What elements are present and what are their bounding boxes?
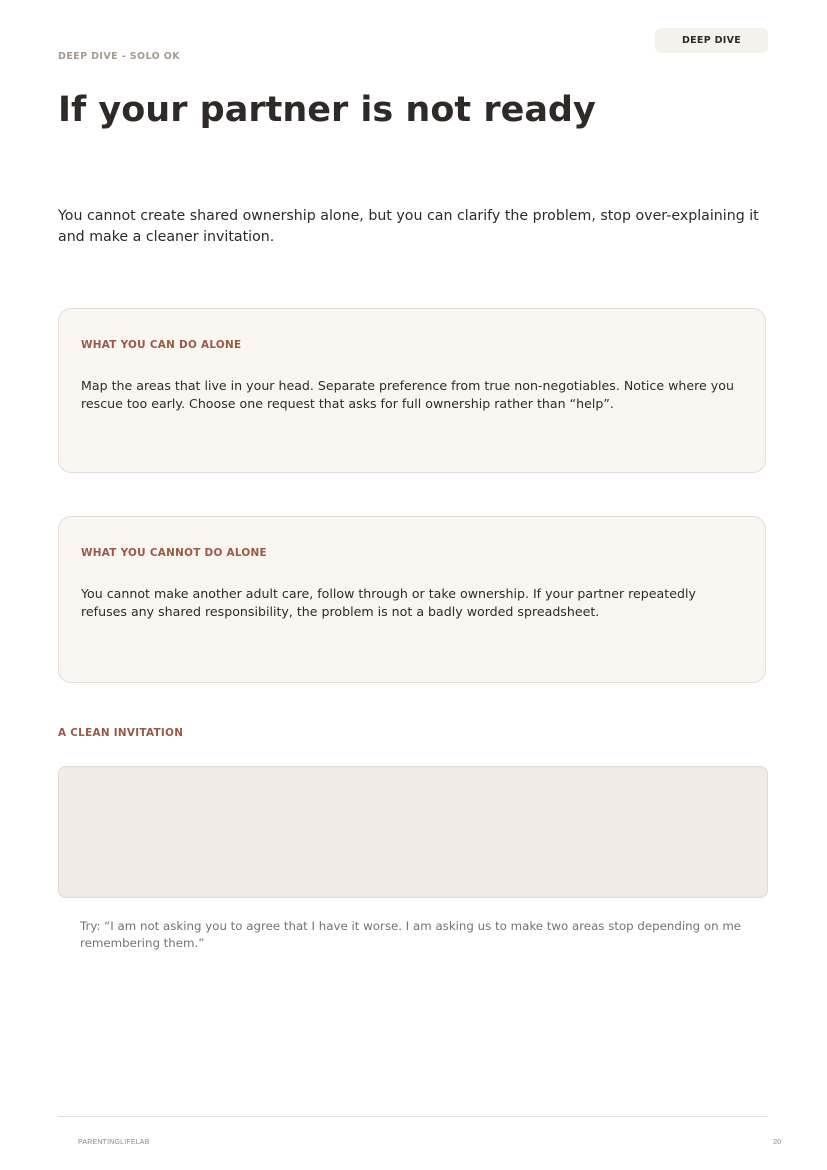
page-number: 20 (773, 1139, 781, 1146)
card-body: Map the areas that live in your head. Separate preference from true non-negotiables. Notice where you rescue too early. Choose one request that asks for full ownership rather than “help”. (81, 378, 734, 411)
footer-brand: PARENTINGLIFELAB (78, 1139, 150, 1146)
intro-paragraph: You cannot create shared ownership alone, but you can clarify the problem, stop over-explaining it and make a cleaner invitation. (58, 208, 759, 245)
can-do-alone-card (58, 308, 766, 473)
card-heading: WHAT YOU CAN DO ALONE (81, 339, 242, 351)
invitation-heading: A CLEAN INVITATION (58, 727, 184, 739)
invitation-example-text: Try: “I am not asking you to agree that I have it worse. I am asking us to make two areas stop depending on me remembering them.” (80, 919, 742, 950)
section-badge: DEEP DIVE (655, 28, 768, 53)
invitation-writing-box (58, 766, 768, 898)
cannot-do-alone-card (58, 516, 766, 683)
footer-divider (58, 1116, 768, 1117)
page-title: If your partner is not ready (58, 90, 596, 130)
card-body: You cannot make another adult care, follow through or take ownership. If your partner repeatedly refuses any shared responsibility, the problem is not a badly worded spreadsheet. (81, 586, 696, 619)
card-heading: WHAT YOU CANNOT DO ALONE (81, 547, 267, 559)
eyebrow-label: DEEP DIVE - SOLO OK (58, 51, 181, 62)
